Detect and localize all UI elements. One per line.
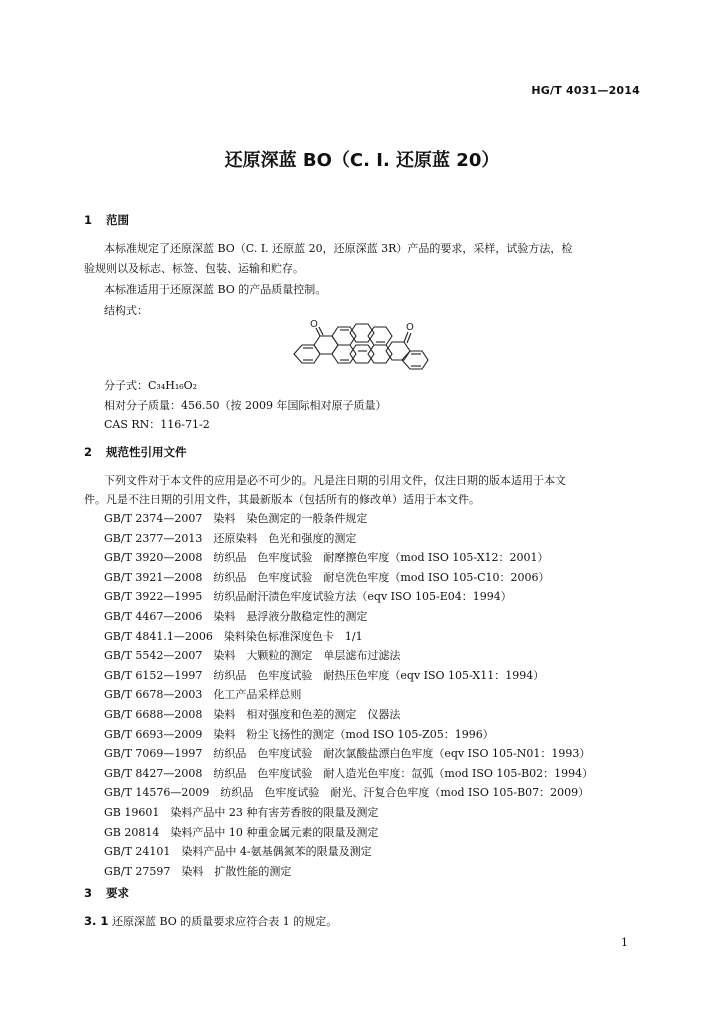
reference-item: GB/T 7069—1997 纺织品 色牢度试验 耐次氯酸盐漂白色牢度（eqv ISO 105-N01：1993） <box>104 747 591 761</box>
page-number: 1 <box>621 936 628 949</box>
section-number: 1 <box>84 213 93 227</box>
reference-item: GB/T 4841.1—2006 染料染色标准深度色卡 1/1 <box>104 629 363 643</box>
reference-item: GB/T 6152—1997 纺织品 色牢度试验 耐热压色牢度（eqv ISO 105-X11：1994） <box>104 668 545 682</box>
reference-item: GB/T 4467—2006 染料 悬浮液分散稳定性的测定 <box>104 609 368 623</box>
reference-item: GB/T 6693—2009 染料 粉尘飞扬性的测定（mod ISO 105-Z05：1996） <box>104 727 494 741</box>
reference-item: GB/T 2377—2013 还原染料 色光和强度的测定 <box>104 531 357 545</box>
section-number: 3 <box>84 886 93 900</box>
section-1-heading <box>84 212 129 228</box>
reference-item: GB/T 24101 染料产品中 4-氨基偶氮苯的限量及测定 <box>104 845 372 859</box>
scope-paragraph-line-1: 本标准规定了还原深蓝 BO（C. I. 还原蓝 20，还原深蓝 3R）产品的要求，采样，试验方法，检 <box>104 242 573 255</box>
reference-item: GB 20814 染料产品中 10 种重金属元素的限量及测定 <box>104 825 379 839</box>
section-title: 范围 <box>106 213 129 227</box>
normative-references-list <box>104 509 593 881</box>
carbonyl-oxygen-left: O <box>310 319 318 330</box>
clause-number: 3. 1 <box>84 914 109 928</box>
reference-item: GB/T 3922—1995 纺织品耐汗渍色牢度试验方法（eqv ISO 105-E04：1994） <box>104 590 512 604</box>
structural-formula-diagram <box>286 318 436 378</box>
cas-registry-number: CAS RN：116-71-2 <box>104 418 210 431</box>
clause-text: 还原深蓝 BO 的质量要求应符合表 1 的规定。 <box>112 915 338 928</box>
section-2-heading <box>84 444 187 460</box>
reference-item: GB/T 5542—2007 染料 大颗粒的测定 单层滤布过滤法 <box>104 649 401 663</box>
relative-molecular-mass: 相对分子质量：456.50（按 2009 年国际相对原子质量） <box>104 399 387 412</box>
carbonyl-oxygen-right: O <box>406 322 414 333</box>
reference-item: GB/T 3921—2008 纺织品 色牢度试验 耐皂洗色牢度（mod ISO 105-C10：2006） <box>104 570 550 584</box>
section-title: 规范性引用文件 <box>106 445 187 459</box>
formula-label: 分子式： <box>104 379 148 392</box>
section-title: 要求 <box>106 886 129 900</box>
section-number: 2 <box>84 445 93 459</box>
reference-item: GB/T 8427—2008 纺织品 色牢度试验 耐人造光色牢度：氙弧（mod ISO 105-B02：1994） <box>104 766 594 780</box>
reference-item: GB 19601 染料产品中 23 种有害芳香胺的限量及测定 <box>104 805 379 819</box>
references-intro-line-1: 下列文件对于本文件的应用是必不可少的。凡是注日期的引用文件，仅注日期的版本适用于本文 <box>104 474 566 487</box>
scope-applicability: 本标准适用于还原深蓝 BO 的产品质量控制。 <box>104 283 327 296</box>
document-title: 还原深蓝 BO（C. I. 还原蓝 20） <box>224 150 500 171</box>
reference-item: GB/T 14576—2009 纺织品 色牢度试验 耐光、汗复合色牢度（mod ISO 105-B07：2009） <box>104 786 590 800</box>
section-3-heading <box>84 885 129 901</box>
scope-paragraph-line-2: 验规则以及标志、标签、包装、运输和贮存。 <box>84 262 304 275</box>
reference-item: GB/T 2374—2007 染料 染色测定的一般条件规定 <box>104 512 368 525</box>
molecular-formula <box>104 377 197 393</box>
formula-value: C₃₄H₁₆O₂ <box>148 379 198 392</box>
standard-code: HG/T 4031—2014 <box>531 84 640 97</box>
clause-3-1 <box>84 913 337 929</box>
reference-item: GB/T 3920—2008 纺织品 色牢度试验 耐摩擦色牢度（mod ISO 105-X12：2001） <box>104 551 549 565</box>
reference-item: GB/T 6688—2008 染料 相对强度和色差的测定 仪器法 <box>104 707 401 721</box>
reference-item: GB/T 6678—2003 化工产品采样总则 <box>104 688 302 702</box>
structure-label: 结构式： <box>104 304 148 317</box>
reference-item: GB/T 27597 染料 扩散性能的测定 <box>104 864 292 878</box>
references-intro-line-2: 件。凡是不注日期的引用文件，其最新版本（包括所有的修改单）适用于本文件。 <box>84 493 480 506</box>
